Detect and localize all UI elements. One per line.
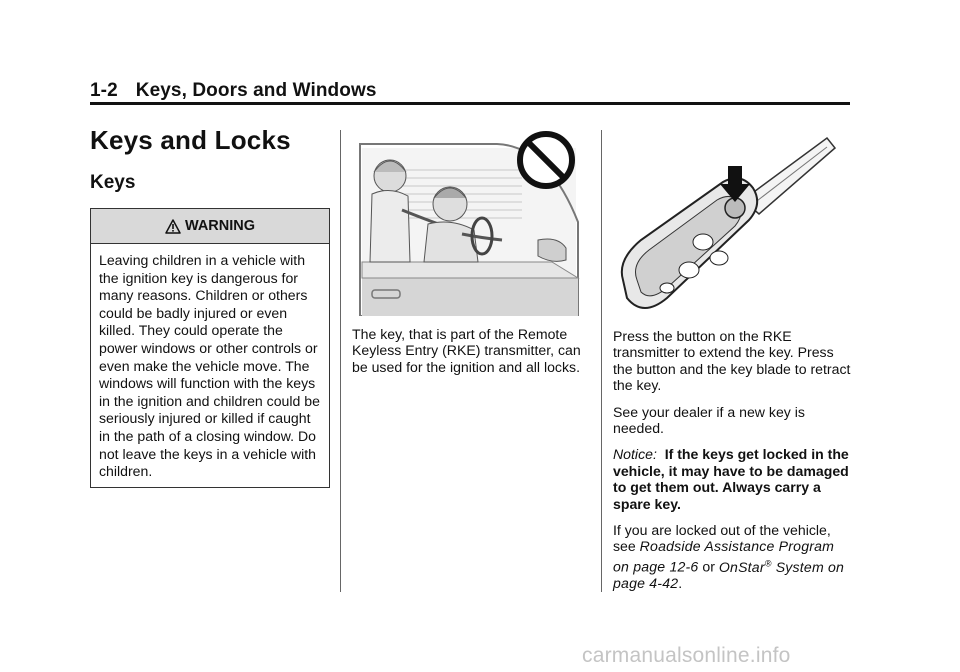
new-key-paragraph: See your dealer if a new key is needed. xyxy=(613,403,805,437)
locked-out-paragraph xyxy=(613,522,853,591)
notice-paragraph xyxy=(613,446,853,512)
page-header xyxy=(90,80,376,102)
section-title: Keys and Locks xyxy=(90,125,291,155)
subsection-title: Keys xyxy=(90,172,136,193)
registered-mark: ® xyxy=(764,557,772,568)
rke-key-paragraph: The key, that is part of the Remote Keyless Entry (RKE) transmitter, can be used for the ignition and all locks. xyxy=(352,326,581,375)
locked-out-text: If you are locked out of the vehicle, see xyxy=(613,522,831,555)
children-in-vehicle-illustration xyxy=(352,130,580,316)
press-button-paragraph: Press the button on the RKE transmitter to extend the key. Press the button and the key blade to retract the key. xyxy=(613,328,851,394)
column-3 xyxy=(613,130,853,601)
onstar-page-ref: System on page 4-42 xyxy=(613,558,845,591)
column-1 xyxy=(90,122,330,488)
column-divider-1 xyxy=(340,130,341,592)
notice-label: Notice: xyxy=(613,446,657,463)
onstar-name: OnStar xyxy=(718,558,765,575)
warning-label: WARNING xyxy=(184,218,256,234)
page-number: 1-2 xyxy=(90,80,118,101)
column-divider-2 xyxy=(601,130,602,592)
chapter-title: Keys, Doors and Windows xyxy=(135,80,377,101)
header-rule xyxy=(90,102,850,105)
warning-triangle-icon xyxy=(165,219,181,234)
period-text: . xyxy=(678,574,683,591)
rke-transmitter-illustration xyxy=(613,130,849,316)
warning-header xyxy=(91,209,329,244)
warning-box xyxy=(90,208,330,488)
roadside-assistance-link[interactable]: Roadside Assistance Program on page 12-6 xyxy=(613,538,835,575)
column-2 xyxy=(352,130,584,385)
watermark: carmanualsonline.info xyxy=(582,644,791,667)
warning-text: Leaving children in a vehicle with the ignition key is dangerous for many reasons. Children or others could be badly injured or even killed. They could operate the power windows or other controls or even make the vehicle move. The windows will function with the keys in the ignition and children could be seriously injured or killed if caught in the path of a closing window. Do not leave the keys in a vehicle with children. xyxy=(99,252,320,480)
notice-text: If the keys get locked in the vehicle, it may have to be damaged to get them out. Always carry a spare key. xyxy=(613,446,849,512)
or-text: or xyxy=(702,558,715,575)
